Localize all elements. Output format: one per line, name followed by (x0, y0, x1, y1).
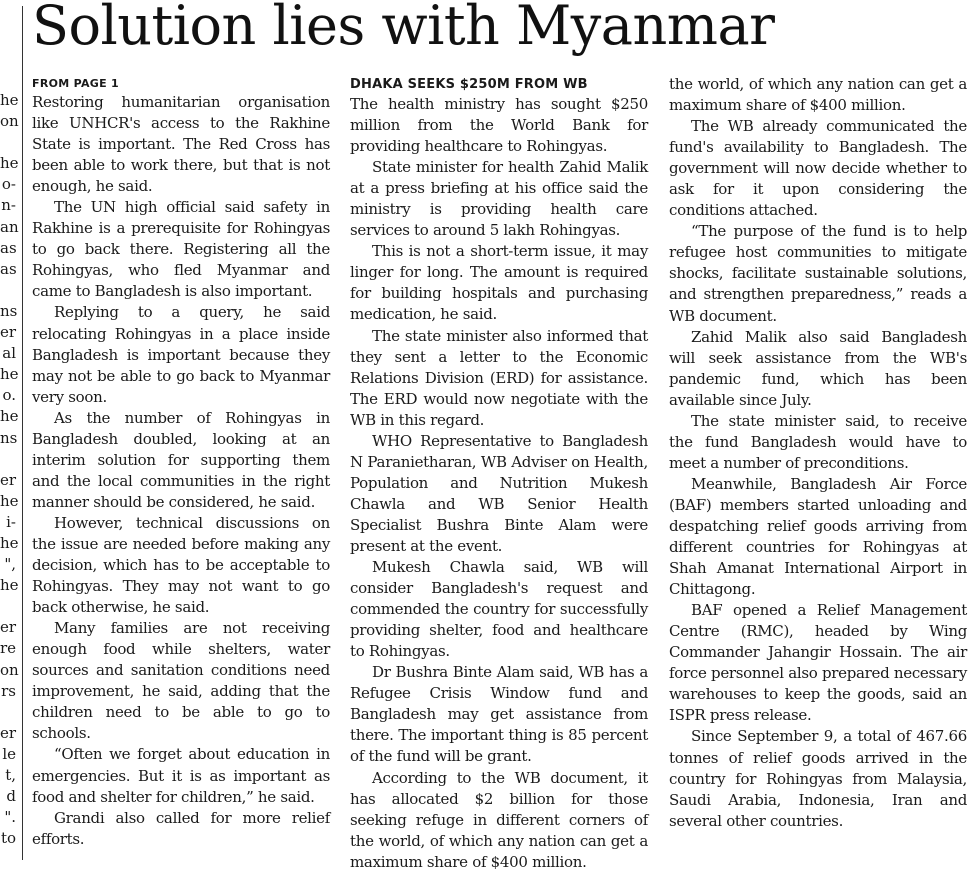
fragment-line: he (0, 365, 19, 384)
paragraph: Grandi also called for more relief efforts. (32, 808, 330, 848)
fragment-line: ", (4, 555, 16, 574)
paragraph: The state minister also informed that they sent a letter to the Economic Relations Division (ERD) for assistance. The ERD would now negotiate with the WB in this regard. (350, 326, 648, 429)
fragment-line: ". (4, 808, 16, 827)
paragraph: This is not a short-term issue, it may linger for long. The amount is required for building hospitals and purchasing medication, he said. (350, 242, 648, 324)
fragment-line: er (0, 723, 17, 742)
paragraph: Restoring humanitarian organisation like UNHCR's access to the Rakhine State is important. The Red Cross has been able to work there, but that is not enough, he said. (32, 93, 330, 196)
paragraph-continued: the world, of which any nation can get a maximum share of $400 million. (669, 75, 967, 115)
subheading: DHAKA SEEKS $250M FROM WB (350, 77, 588, 92)
fragment-line: er (0, 323, 17, 342)
fragment-line: le (2, 744, 16, 763)
article-column-1 (32, 74, 330, 850)
fragment-line: d (6, 787, 16, 806)
continuation-kicker: FROM PAGE 1 (32, 77, 120, 90)
adjacent-column-fragments (0, 90, 19, 849)
fragment-line: re (0, 639, 17, 658)
paragraph: As the number of Rohingyas in Bangladesh doubled, looking at an interim solution for supporting them and the local communities in the right manner should be considered, he said. (32, 408, 330, 511)
fragment-line: he (0, 91, 19, 109)
paragraph: Dr Bushra Binte Alam said, WB has a Refugee Crisis Window fund and Bangladesh may get assistance from there. The important thing is 85 percent of the fund will be grant. (350, 663, 648, 766)
paragraph: Zahid Malik also said Bangladesh will seek assistance from the WB's pandemic fund, which has been available since July. (669, 327, 967, 409)
paragraph: The health ministry has sought $250 million from the World Bank for providing healthcare to Rohingyas. (350, 95, 648, 156)
fragment-line (0, 280, 16, 301)
fragment-line: on (0, 112, 19, 131)
fragment-line: al (2, 344, 16, 363)
fragment-line: as (0, 238, 17, 257)
paragraph: Meanwhile, Bangladesh Air Force (BAF) members started unloading and despatching relief goods arriving from different countries for Rohingyas at Shah Amanat International Airport in Chittagong. (669, 474, 967, 599)
fragment-line (0, 449, 16, 470)
paragraph: The state minister said, to receive the fund Bangladesh would have to meet a number of preconditions. (669, 411, 967, 472)
paragraph: The WB already communicated the fund's availability to Bangladesh. The government will now decide whether to ask for it upon considering the conditions attached. (669, 117, 967, 220)
paragraph: BAF opened a Relief Management Centre (RMC), headed by Wing Commander Jahangir Hossain. The air force personnel also prepared necessary warehouses to keep the goods, said an ISPR press release. (669, 601, 967, 725)
paragraph: Mukesh Chawla said, WB will consider Bangladesh's request and commended the country for successfully providing shelter, food and healthcare to Rohingyas. (350, 558, 648, 661)
fragment-line: t, (5, 766, 16, 784)
paragraph: State minister for health Zahid Malik at a press briefing at his office said the ministry is providing health care services to around 5 lakh Rohingyas. (350, 158, 648, 240)
fragment-line (0, 132, 16, 153)
fragment-line: o. (2, 386, 16, 405)
paragraph: However, technical discussions on the issue are needed before making any decision, which has to be acceptable to Rohingyas. They may not want to go back otherwise, he said. (32, 513, 330, 617)
fragment-line: rs (1, 681, 16, 700)
fragment-line: as (0, 259, 17, 278)
fragment-line: ns (0, 428, 18, 447)
fragment-line: er (0, 618, 17, 637)
article-column-3 (669, 74, 967, 832)
fragment-line: he (0, 533, 19, 552)
paragraph: The UN high official said safety in Rakhine is a prerequisite for Rohingyas to go back there. Registering all the Rohingyas, who fled Myanmar and came to Bangladesh is also important. (32, 198, 330, 301)
fragment-line: on (0, 660, 19, 679)
paragraph: “Often we forget about education in emergencies. But it is as important as food and shelter for children,” he said. (32, 745, 330, 806)
fragment-line: he (0, 491, 19, 510)
fragment-line: o- (1, 175, 16, 194)
column-divider (22, 6, 23, 860)
fragment-line: an (0, 217, 19, 236)
fragment-line (0, 596, 16, 617)
paragraph: “The purpose of the fund is to help refugee host communities to mitigate shocks, facilitate sustainable solutions, and strengthen preparedness,” reads a WB document. (669, 222, 967, 325)
paragraph: WHO Representative to Bangladesh N Paranietharan, WB Adviser on Health, Population and Nutrition Mukesh Chawla and WB Senior Health Specialist Bushra Binte Alam were present at the event. (350, 431, 648, 555)
fragment-line: he (0, 576, 19, 595)
fragment-line: he (0, 154, 19, 173)
fragment-line: ns (0, 301, 18, 320)
paragraph: Since September 9, a total of 467.66 tonnes of relief goods arrived in the country for Rohingyas from Malaysia, Saudi Arabia, Indonesia, Iran and several other countries. (669, 727, 967, 830)
article-column-2 (350, 74, 648, 873)
fragment-line: er (0, 470, 17, 489)
headline: Solution lies with Myanmar (32, 0, 775, 57)
paragraph: Many families are not receiving enough food while shelters, water sources and sanitation conditions need improvement, he said, adding that the children need to be able to go to schools. (32, 619, 330, 743)
paragraph: According to the WB document, it has allocated $2 billion for those seeking refuge in different corners of the world, of which any nation can get a maximum share of $400 million. (350, 768, 648, 871)
fragment-line: to (0, 829, 16, 848)
fragment-line: he (0, 407, 19, 426)
fragment-line: i- (6, 512, 16, 531)
paragraph: Replying to a query, he said relocating Rohingyas in a place inside Bangladesh is important because they may not be able to go back to Myanmar very soon. (32, 303, 330, 406)
fragment-line: n- (1, 196, 16, 215)
fragment-line (0, 702, 16, 723)
